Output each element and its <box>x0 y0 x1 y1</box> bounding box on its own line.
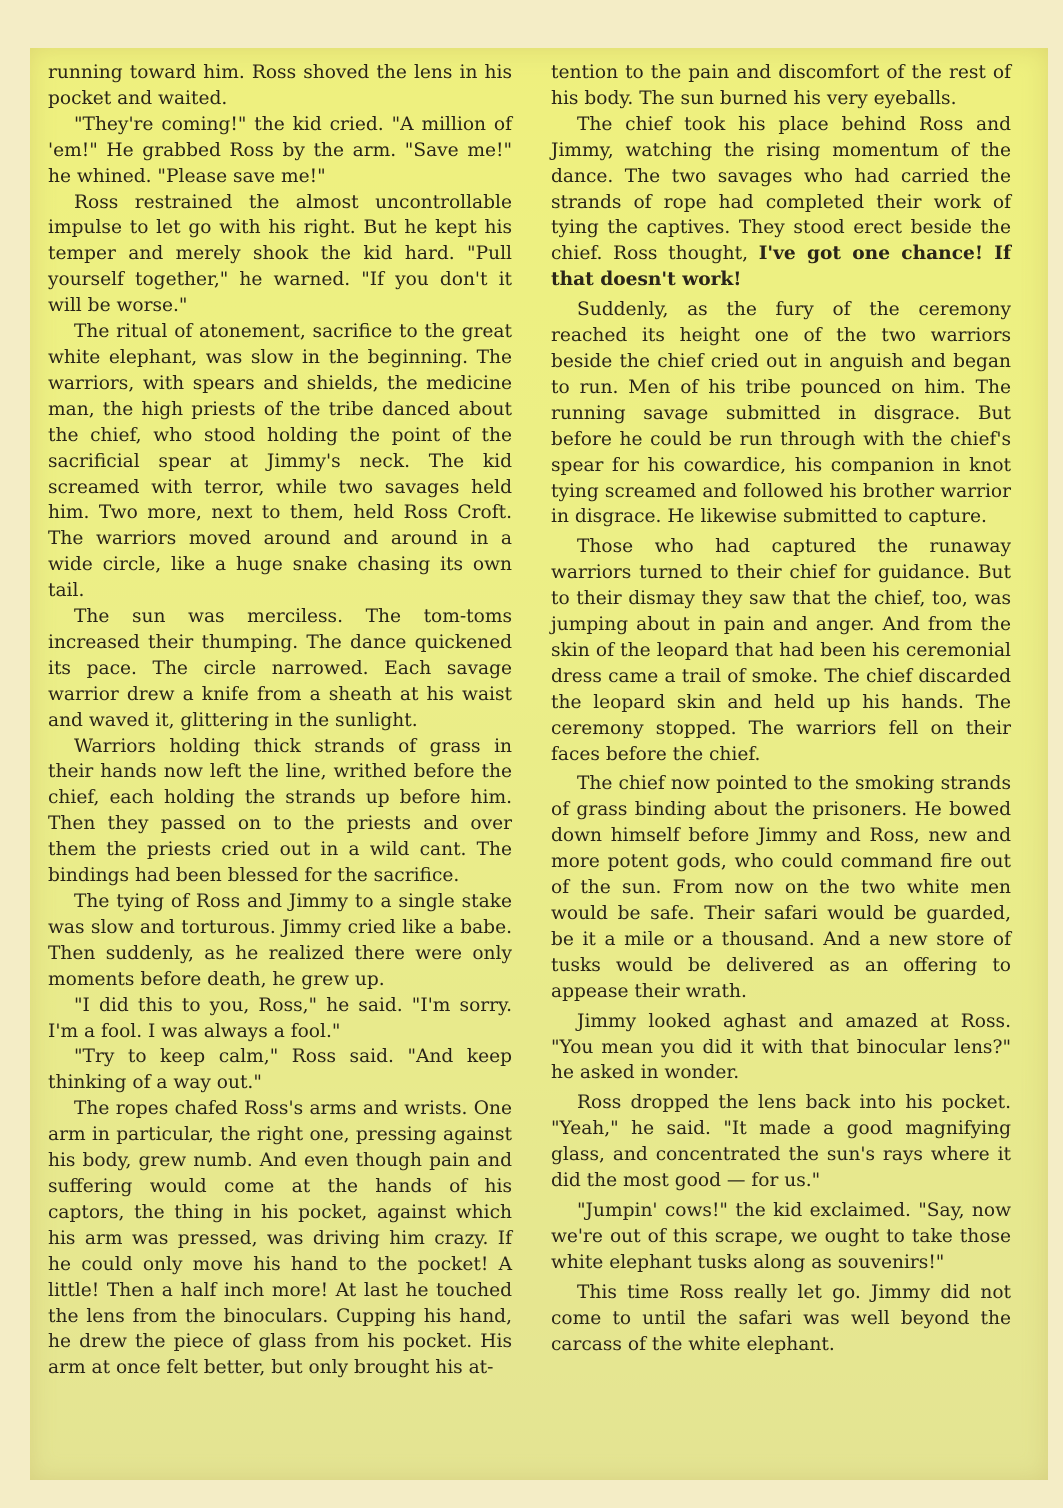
paragraph: Jimmy looked aghast and amazed at Ross. "You mean you did it with that binocular lens?" he asked in wonder. <box>551 1010 1011 1084</box>
paragraph: Ross restrained the almost uncontrollable impulse to let go with his right. But he kept his temper and merely shook the kid hard. "Pull yourself together," he warned. "If you don't it will be worse." <box>48 191 512 317</box>
paragraph: Warriors holding thick strands of grass in their hands now left the line, writhed before the chief, each holding the strands up before him. Then they passed on to the priests and over them the priests cried out in a wild cant. The bindings had been blessed for the sacrifice. <box>48 735 512 887</box>
paragraph: Those who had captured the runaway warriors turned to their chief for guidance. But to their dismay they saw that the chief, too, was jumping about in pain and anger. And from the skin of the leopard that had been his ceremonial dress came a trail of smoke. The chief discarded the leopard skin and held up his hands. The ceremony stopped. The warriors fell on their faces before the chief. <box>551 536 1011 765</box>
paragraph: This time Ross really let go. Jimmy did not come to until the safari was well beyond the carcass of the white elephant. <box>551 1281 1011 1355</box>
paragraph: "Try to keep calm," Ross said. "And keep thinking of a way out." <box>48 1046 512 1094</box>
paragraph-text: The chief took his place behind Ross and Jimmy, watching the rising momentum of the dance. The two savages who had carried the strands of rope had completed their work of tying the captives. They stood erect beside the chief. Ross thought, <box>551 113 1011 265</box>
paragraph: running toward him. Ross shoved the lens in his pocket and waited. <box>48 62 512 109</box>
paragraph: tention to the pain and discomfort of the rest of his body. The sun burned his very eyeballs. <box>551 62 1011 109</box>
paragraph: "They're coming!" the kid cried. "A million of 'em!" He grabbed Ross by the arm. "Save me!" he whined. "Please save me!" <box>48 113 512 187</box>
paragraph: The chief now pointed to the smoking strands of grass binding about the prisoners. He bowed down himself before Jimmy and Ross, new and more potent gods, who could command fire out of the sun. From now on the two white men would be safe. Their safari would be guarded, be it a mile or a thousand. And a new store of tusks would be delivered as an offering to appease their wrath. <box>551 773 1011 1002</box>
paragraph: Suddenly, as the fury of the ceremony reached its height one of the two warriors beside the chief cried out in anguish and began to run. Men of his tribe pounced on him. The running savage submitted in disgrace. But before he could be run through with the chief's spear for his cowardice, his companion in knot tying screamed and followed his brother warrior in disgrace. He likewise submitted to capture. <box>551 299 1011 528</box>
ross-thought: I've got one chance! If that doesn't work! <box>551 243 1011 291</box>
paragraph: The ritual of atonement, sacrifice to the great white elephant, was slow in the beginning. The warriors, with spears and shields, the medicine man, the high priests of the tribe danced about the chief, who stood holding the point of the sacrificial spear at Jimmy's neck. The kid screamed with terror, while two savages held him. Two more, next to them, held Ross Croft. The warriors moved around and around in a wide circle, like a huge snake chasing its own tail. <box>48 321 512 602</box>
paragraph: The tying of Ross and Jimmy to a single stake was slow and torturous. Jimmy cried like a babe. Then suddenly, as he realized there were only moments before death, he grew up. <box>48 891 512 990</box>
paragraph: The ropes chafed Ross's arms and wrists. One arm in particular, the right one, pressing against his body, grew numb. And even though pain and suffering would come at the hands of his captors, the thing in his pocket, against which his arm was pressed, was driving him crazy. If he could only move his hand to the pocket! A little! Then a half inch more! At last he touched the lens from the binoculars. Cupping his hand, he drew the piece of glass from his pocket. His arm at once felt better, but only brought his at- <box>48 1098 512 1379</box>
right-column <box>551 60 1011 1357</box>
paragraph: "I did this to you, Ross," he said. "I'm sorry. I'm a fool. I was always a fool." <box>48 994 512 1042</box>
paragraph: Ross dropped the lens back into his pocket. "Yeah," he said. "It made a good magnifying glass, and concentrated the sun's rays where it did the most good — for us." <box>551 1092 1011 1192</box>
paragraph: The sun was merciless. The tom-toms increased their thumping. The dance quickened its pace. The circle narrowed. Each savage warrior drew a knife from a sheath at his waist and waved it, glittering in the sunlight. <box>48 606 512 731</box>
paragraph <box>551 112 1011 293</box>
left-column <box>48 60 512 1381</box>
paragraph: "Jumpin' cows!" the kid exclaimed. "Say, now we're out of this scrape, we ought to take those white elephant tusks along as souvenirs!" <box>551 1199 1011 1273</box>
